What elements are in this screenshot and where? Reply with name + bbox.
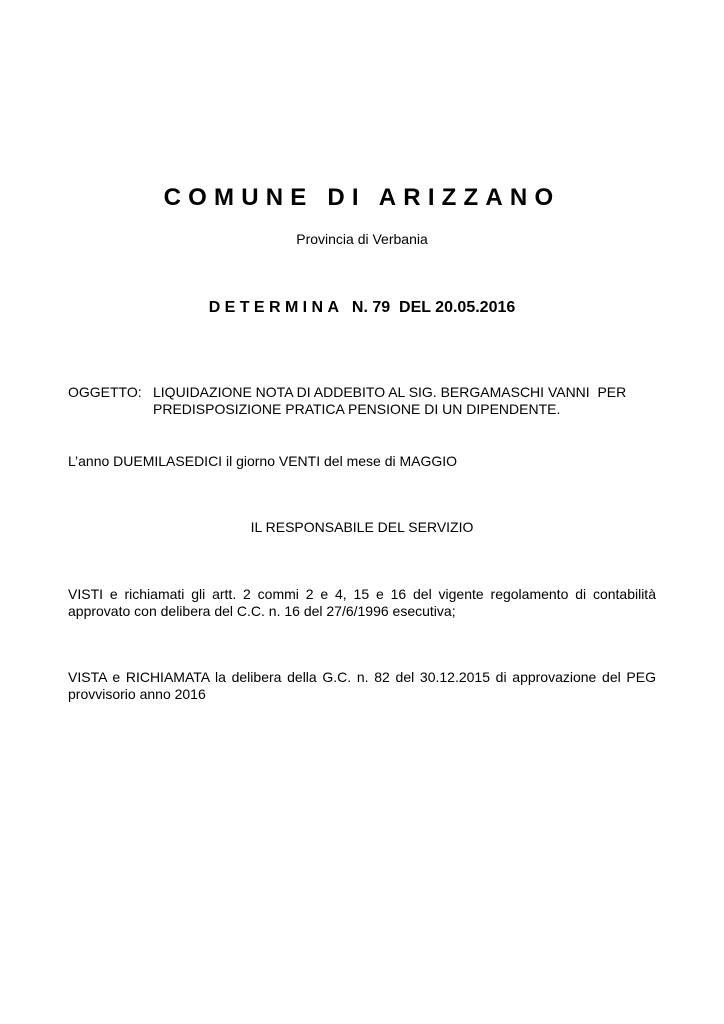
paragraph-vista: VISTA e RICHIAMATA la delibera della G.C. n. 82 del 30.12.2015 di approvazione del PEG provvisorio anno 2016 xyxy=(68,669,656,702)
province-subtitle: Provincia di Verbania xyxy=(296,231,428,247)
paragraph-visti: VISTI e richiamati gli artt. 2 commi 2 e 4, 15 e 16 del vigente regolamento di contabilità approvato con delibera del C.C. n. 16 del 27/6/1996 esecutiva; xyxy=(68,586,656,619)
responsabile-heading: IL RESPONSABILE DEL SERVIZIO xyxy=(250,519,474,535)
oggetto-label: OGGETTO: xyxy=(68,384,142,400)
oggetto-text xyxy=(153,384,658,418)
oggetto-block xyxy=(68,384,658,418)
oggetto-line-1: LIQUIDAZIONE NOTA DI ADDEBITO AL SIG. BERGAMASCHI VANNI PER xyxy=(153,384,627,400)
determina-heading xyxy=(0,299,724,317)
determina-number-date: N. 79 DEL 20.05.2016 xyxy=(351,299,516,316)
date-line: L’anno DUEMILASEDICI il giorno VENTI del mese di MAGGIO xyxy=(68,453,458,469)
page-title: COMUNE DI ARIZZANO xyxy=(163,184,561,211)
oggetto-line-2: PREDISPOSIZIONE PRATICA PENSIONE DI UN DIPENDENTE. xyxy=(153,401,561,417)
determina-label: DETERMINA xyxy=(208,299,344,316)
